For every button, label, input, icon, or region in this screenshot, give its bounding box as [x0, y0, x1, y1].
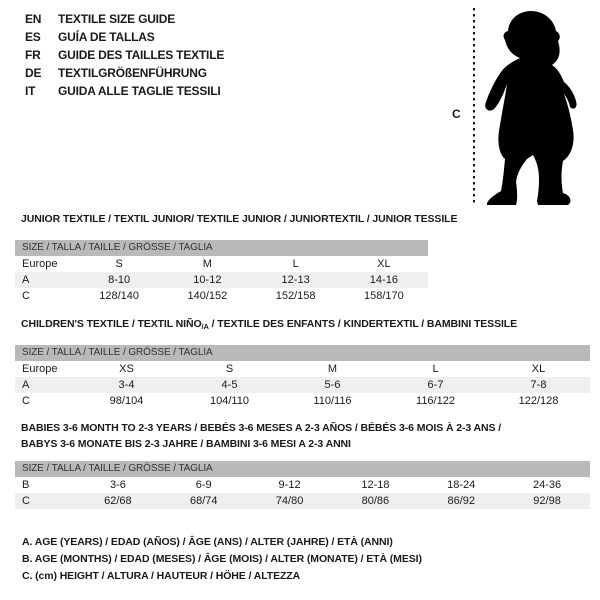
- table-row-age-months: [15, 477, 590, 493]
- language-code: ES: [25, 30, 41, 44]
- language-row-it: [25, 82, 224, 100]
- row-label: C: [22, 495, 30, 507]
- footnote-c: C. (cm) HEIGHT / ALTURA / HAUTEUR / HÖHE / ALTEZZA: [22, 570, 301, 582]
- size-cell: 18-24: [447, 479, 476, 491]
- size-cell: 62/68: [104, 495, 132, 507]
- row-label: A: [22, 274, 30, 286]
- size-cell: XS: [119, 363, 134, 375]
- size-cell: 24-36: [532, 479, 562, 491]
- language-row-fr: [25, 46, 224, 64]
- size-cell: 158/170: [363, 290, 404, 302]
- size-cell: 86/92: [447, 495, 475, 507]
- language-label: TEXTILE SIZE GUIDE: [58, 12, 176, 26]
- size-cell: 8-10: [108, 274, 131, 286]
- row-label: B: [22, 479, 30, 491]
- junior-size-table: [15, 240, 428, 304]
- table-row-age: [15, 377, 590, 393]
- language-code: DE: [25, 66, 42, 80]
- children-table-title: [21, 318, 517, 331]
- babies-table-title: [21, 420, 501, 452]
- footnote-a: A. AGE (YEARS) / EDAD (AÑOS) / ÂGE (ANS) / ALTER (JAHRE) / ETÀ (ANNI): [22, 536, 393, 548]
- language-label: GUÍA DE TALLAS: [58, 30, 155, 44]
- babies-title-line2: BABYS 3-6 MONATE BIS 2-3 JAHRE / BAMBINI 3-6 MESI A 2-3 ANNI: [21, 438, 351, 450]
- row-label: Europe: [22, 363, 58, 375]
- table-row-height: [15, 288, 428, 304]
- language-label: TEXTILGRÖßENFÜHRUNG: [58, 66, 207, 80]
- row-label: Europe: [22, 258, 58, 270]
- language-label: GUIDA ALLE TAGLIE TESSILI: [58, 84, 221, 98]
- language-code: EN: [25, 12, 42, 26]
- size-cell: 74/80: [275, 495, 304, 507]
- size-cell: S: [115, 258, 123, 270]
- table-row-europe: [15, 361, 590, 377]
- size-cell: 68/74: [189, 495, 218, 507]
- language-row-es: [25, 28, 224, 46]
- language-row-en: [25, 10, 224, 28]
- size-header-bar: SIZE / TALLA / TAILLE / GRÖSSE / TAGLIA: [15, 240, 428, 256]
- children-title-prefix: CHILDREN'S TEXTILE / TEXTIL NIÑO: [21, 318, 202, 330]
- children-title-suffix: / TEXTILE DES ENFANTS / KINDERTEXTIL / BAMBINI TESSILE: [208, 318, 518, 330]
- children-title-subscript: /A: [201, 322, 209, 331]
- height-measure-label-c: C: [452, 107, 461, 121]
- language-list: [25, 10, 224, 100]
- size-cell: 10-12: [193, 274, 222, 286]
- size-cell: 12-18: [361, 479, 390, 491]
- table-row-age: [15, 272, 428, 288]
- table-row-height: [15, 393, 590, 409]
- size-cell: 152/158: [275, 290, 316, 302]
- size-cell: 6-9: [195, 479, 212, 491]
- row-label: C: [22, 395, 30, 407]
- size-header-bar: SIZE / TALLA / TAILLE / GRÖSSE / TAGLIA: [15, 345, 590, 361]
- footnote-b: B. AGE (MONTHS) / EDAD (MESES) / ÂGE (MOIS) / ALTER (MONATE) / ETÀ (MESI): [22, 553, 422, 565]
- size-cell: M: [327, 363, 338, 375]
- size-cell: 5-6: [324, 379, 341, 391]
- footnotes: [22, 534, 422, 585]
- size-cell: 3-4: [118, 379, 135, 391]
- size-cell: M: [202, 258, 212, 270]
- size-cell: L: [432, 363, 439, 375]
- size-cell: 140/152: [187, 290, 228, 302]
- size-cell: 9-12: [278, 479, 301, 491]
- table-row-europe: [15, 256, 428, 272]
- size-cell: 6-7: [427, 379, 444, 391]
- row-label: A: [22, 379, 30, 391]
- size-cell: XL: [531, 363, 546, 375]
- children-size-table: [15, 345, 590, 409]
- size-cell: 128/140: [99, 290, 139, 302]
- size-cell: 4-5: [221, 379, 238, 391]
- size-cell: 110/116: [313, 395, 352, 407]
- size-header-bar: SIZE / TALLA / TAILLE / GRÖSSE / TAGLIA: [15, 461, 590, 477]
- size-cell: XL: [377, 258, 391, 270]
- size-cell: 3-6: [109, 479, 126, 491]
- language-code: FR: [25, 48, 41, 62]
- language-label: GUIDE DES TAILLES TEXTILE: [58, 48, 225, 62]
- size-cell: 122/128: [518, 395, 559, 407]
- language-code: IT: [25, 84, 36, 98]
- size-cell: S: [225, 363, 234, 375]
- junior-table-title: JUNIOR TEXTILE / TEXTIL JUNIOR/ TEXTILE JUNIOR / JUNIORTEXTIL / JUNIOR TESSILE: [21, 213, 458, 225]
- size-cell: 14-16: [369, 274, 398, 286]
- size-cell: 104/110: [210, 395, 249, 407]
- size-cell: 116/122: [416, 395, 455, 407]
- baby-silhouette: [481, 8, 581, 208]
- babies-size-table: [15, 461, 590, 509]
- size-cell: L: [292, 258, 299, 270]
- row-label: C: [22, 290, 30, 302]
- size-cell: 80/86: [361, 495, 390, 507]
- language-row-de: [25, 64, 224, 82]
- size-cell: 92/98: [533, 495, 561, 507]
- size-cell: 7-8: [530, 379, 547, 391]
- size-cell: 98/104: [109, 395, 144, 407]
- size-cell: 12-13: [281, 274, 310, 286]
- height-measure-dashed-line: [473, 8, 475, 206]
- babies-title-line1: BABIES 3-6 MONTH TO 2-3 YEARS / BEBÉS 3-6 MESES A 2-3 AÑOS / BÉBÉS 3-6 MOIS À 2-3 ANS /: [21, 422, 502, 434]
- table-row-height: [15, 493, 590, 509]
